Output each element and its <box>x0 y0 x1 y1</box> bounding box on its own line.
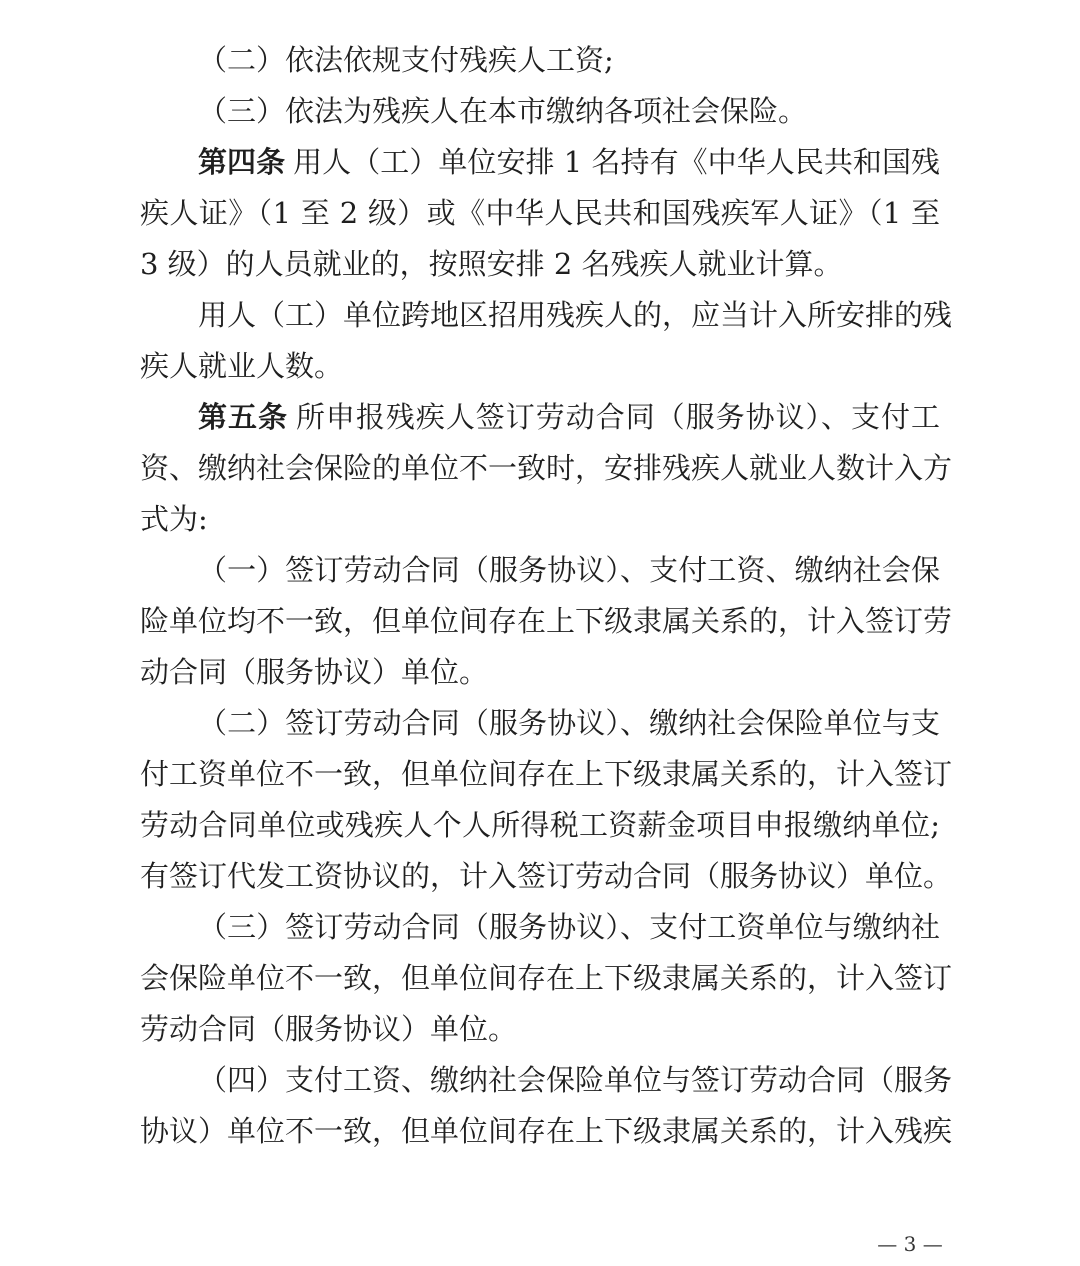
text-line: 资、缴纳社会保险的单位不一致时，安排残疾人就业人数计入方 <box>140 451 953 485</box>
text-line: 疾人证》（1 至 2 级）或《中华人民共和国残疾军人证》（1 至 <box>140 196 940 230</box>
text-line: （三）依法为残疾人在本市缴纳各项社会保险。 <box>198 94 808 128</box>
article-5-label: 第五条 <box>198 400 288 434</box>
text-segment: 用人（工）单位安排 1 名持有《中华人民共和国残 <box>293 145 940 179</box>
article-4-line <box>198 136 940 188</box>
article-4-label: 第四条 <box>198 145 286 179</box>
text-line: 式为: <box>140 502 208 536</box>
text-line: 付工资单位不一致，但单位间存在上下级隶属关系的，计入签订 <box>140 757 953 791</box>
text-line: 动合同（服务协议）单位。 <box>140 655 489 689</box>
text-line: （二）签订劳动合同（服务协议）、缴纳社会保险单位与支 <box>198 706 940 740</box>
text-line: 协议）单位不一致，但单位间存在上下级隶属关系的，计入残疾 <box>140 1114 953 1148</box>
page-number: — 3 — <box>877 1232 943 1256</box>
text-line: 3 级）的人员就业的，按照安排 2 名残疾人就业计算。 <box>140 247 843 281</box>
text-line: 劳动合同（服务协议）单位。 <box>140 1012 518 1046</box>
text-line: 疾人就业人数。 <box>140 349 344 383</box>
text-line: 有签订代发工资协议的，计入签订劳动合同（服务协议）单位。 <box>140 859 953 893</box>
article-5-line <box>198 391 940 443</box>
text-line: 险单位均不一致，但单位间存在上下级隶属关系的，计入签订劳 <box>140 604 953 638</box>
text-line: （二）依法依规支付残疾人工资; <box>198 43 614 77</box>
text-line: （三）签订劳动合同（服务协议）、支付工资单位与缴纳社 <box>198 910 940 944</box>
text-segment: 所申报残疾人签订劳动合同（服务协议）、支付工 <box>295 400 940 434</box>
text-line: （四）支付工资、缴纳社会保险单位与签订劳动合同（服务 <box>198 1063 953 1097</box>
text-line: 劳动合同单位或残疾人个人所得税工资薪金项目申报缴纳单位; <box>140 808 940 842</box>
text-line: （一）签订劳动合同（服务协议）、支付工资、缴纳社会保 <box>198 553 940 587</box>
text-line: 会保险单位不一致，但单位间存在上下级隶属关系的，计入签订 <box>140 961 953 995</box>
text-line: 用人（工）单位跨地区招用残疾人的，应当计入所安排的残 <box>198 298 953 332</box>
